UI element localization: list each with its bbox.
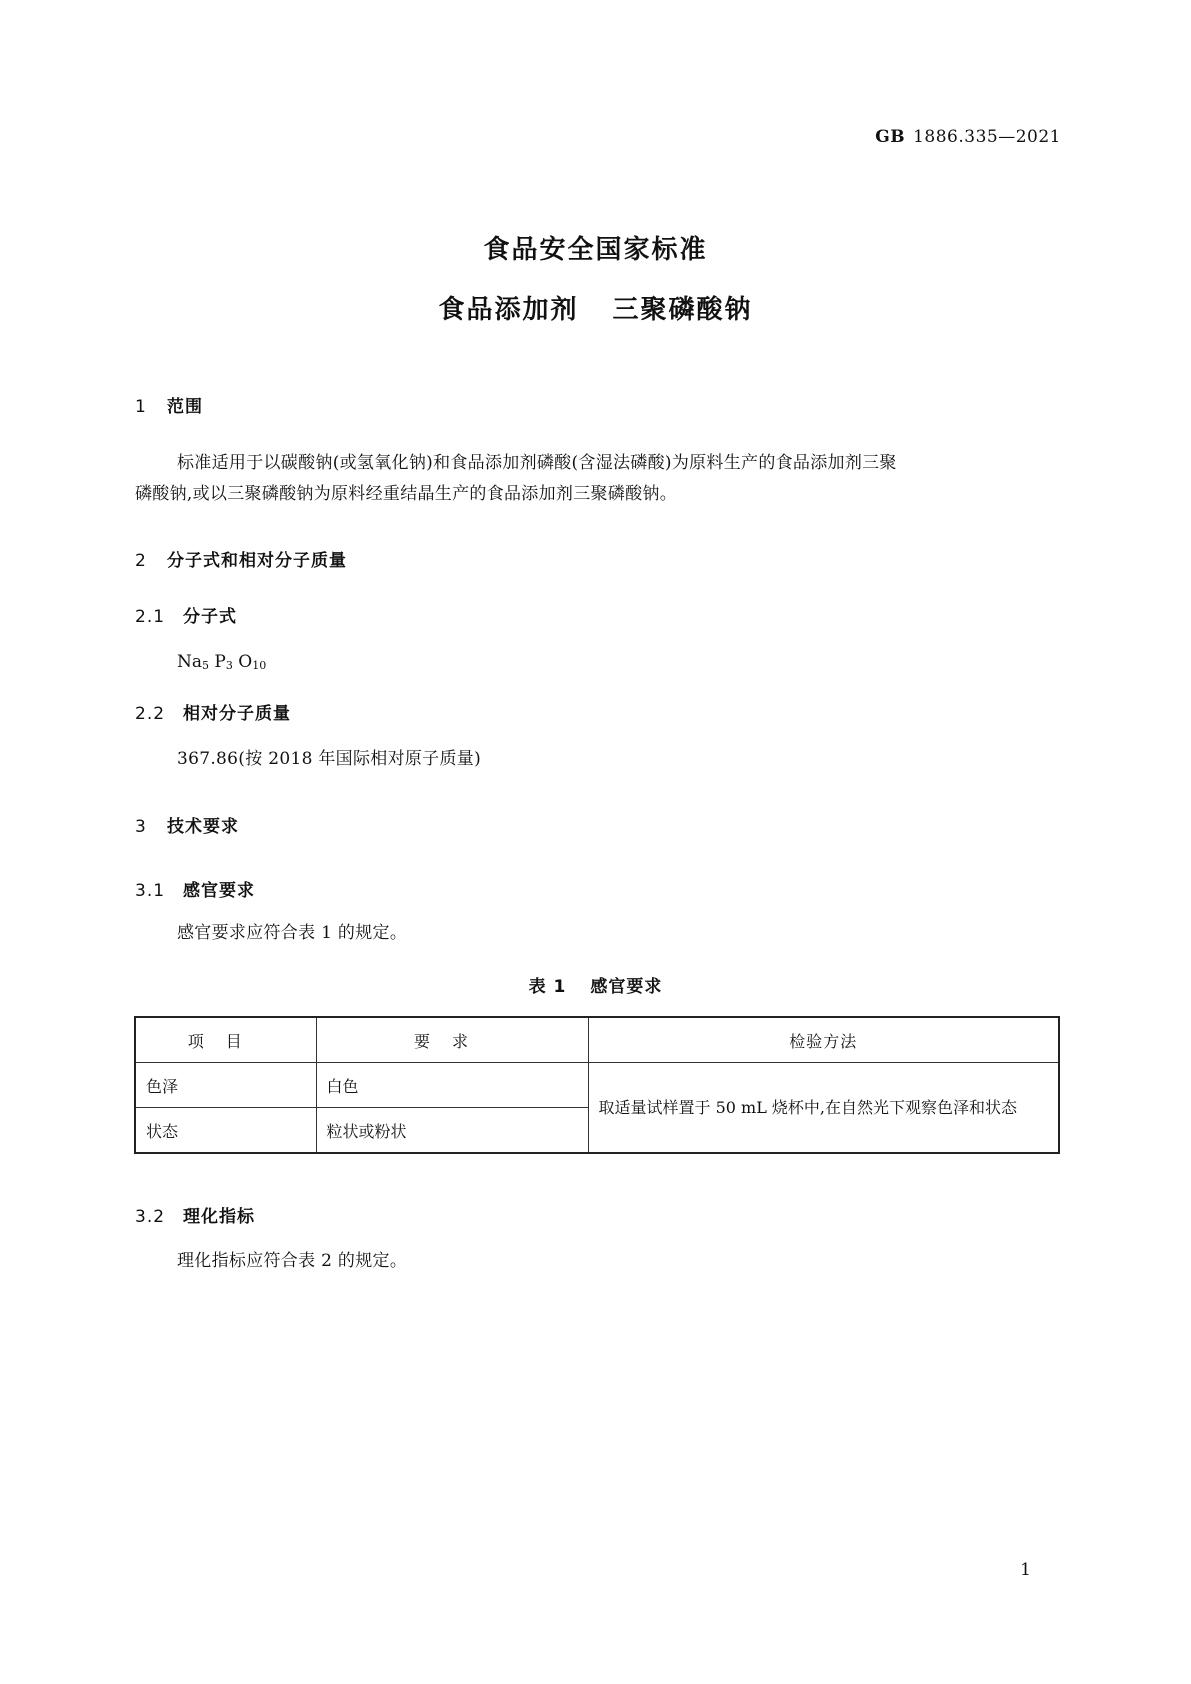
table-header-row — [135, 1017, 1059, 1063]
scope-paragraph-line1: 标准适用于以碳酸钠(或氢氧化钠)和食品添加剂磷酸(含湿法磷酸)为原料生产的食品添加剂三聚 — [177, 453, 897, 473]
molecular-formula: $Na_5$ $P_3$ $O_{10}$ — [177, 652, 267, 672]
table-1-caption: 表 1 感官要求 — [528, 977, 663, 997]
header-item: 项目 — [135, 1017, 316, 1063]
section-2-2-heading: 2.2 相对分子质量 — [135, 704, 291, 724]
standard-code — [875, 127, 1061, 147]
molecular-mass-text: 367.86(按 2018 年国际相对原子质量) — [177, 749, 482, 769]
subtitle-part-a: 食品添加剂 — [438, 295, 579, 325]
standard-number: 1886.335—2021 — [913, 127, 1061, 147]
section-2-1-heading: 2.1 分子式 — [135, 607, 237, 627]
header-requirement: 要求 — [316, 1017, 588, 1063]
page-number: 1 — [1020, 1560, 1031, 1580]
header-test-method: 检验方法 — [588, 1017, 1059, 1063]
section-3-heading: 3 技术要求 — [135, 817, 239, 837]
sensory-requirements-table — [134, 1016, 1060, 1154]
row-item: 色泽 — [135, 1063, 316, 1108]
physicochemical-text: 理化指标应符合表 2 的规定。 — [177, 1251, 408, 1271]
row-requirement: 粒状或粉状 — [316, 1108, 588, 1154]
row-item: 状态 — [135, 1108, 316, 1154]
subtitle-part-b: 三聚磷酸钠 — [612, 295, 753, 325]
section-1-heading: 1 范围 — [135, 397, 203, 417]
section-3-1-heading: 3.1 感官要求 — [135, 881, 255, 901]
document-subtitle — [0, 289, 1191, 326]
table-row — [135, 1063, 1059, 1108]
sensory-requirement-text: 感官要求应符合表 1 的规定。 — [177, 923, 408, 943]
row-requirement: 白色 — [316, 1063, 588, 1108]
gb-label: GB — [875, 127, 906, 147]
document-title: 食品安全国家标准 — [483, 235, 708, 265]
test-method-cell: 取适量试样置于 50 mL 烧杯中,在自然光下观察色泽和状态 — [588, 1063, 1059, 1154]
section-3-2-heading: 3.2 理化指标 — [135, 1207, 255, 1227]
section-2-heading: 2 分子式和相对分子质量 — [135, 551, 347, 571]
scope-paragraph-line2: 磷酸钠,或以三聚磷酸钠为原料经重结晶生产的食品添加剂三聚磷酸钠。 — [135, 484, 678, 504]
